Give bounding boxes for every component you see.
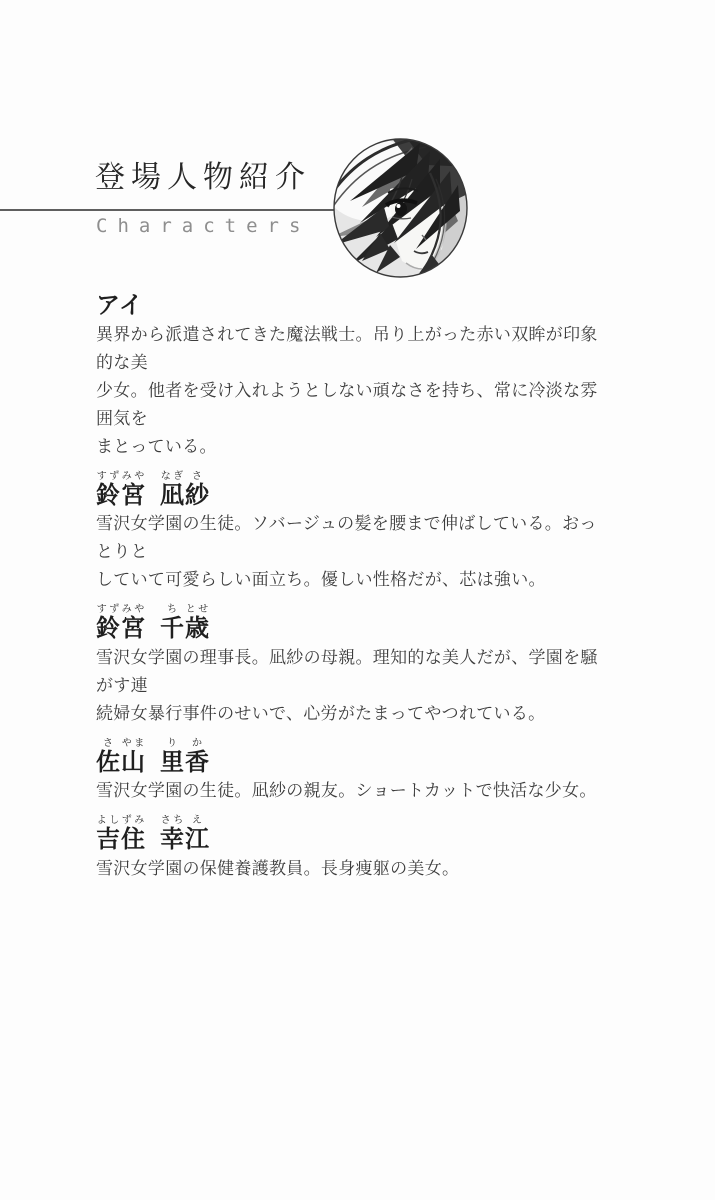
character-name bbox=[96, 738, 612, 776]
character-entry bbox=[96, 471, 612, 595]
character-list bbox=[96, 291, 612, 893]
character-entry bbox=[96, 604, 612, 728]
page-title: 登場人物紹介 bbox=[95, 160, 311, 195]
character-name-ruby: 住ずみ bbox=[121, 815, 146, 854]
character-name bbox=[96, 471, 612, 509]
character-description: 雪沢女学園の保健養護教員。長身痩躯の美女。 bbox=[96, 858, 460, 879]
character-description: 異界から派遣されてきた魔法戦士。吊り上がった赤い双眸が印象的な美 少女。他者を受け入れようとしない頑なさを持ち、常に冷淡な雰囲気を まとっている。 bbox=[96, 324, 598, 457]
character-name-ruby: 吉よし bbox=[96, 815, 121, 854]
character-description: 雪沢女学園の生徒。ソバージュの髪を腰まで伸ばしている。おっとりと していて可愛らしい面立ち。優しい性格だが、芯は強い。 bbox=[96, 514, 597, 591]
character-entry bbox=[96, 815, 612, 883]
page-subtitle: Characters bbox=[96, 215, 311, 237]
character-description: 雪沢女学園の理事長。凪紗の母親。理知的な美人だが、学園を騒がす連 続婦女暴行事件のせいで、心労がたまってやつれている。 bbox=[96, 647, 598, 724]
character-portrait-illustration bbox=[332, 137, 469, 279]
character-name-ruby: 里り bbox=[160, 737, 185, 776]
character-name-ruby: 幸さち bbox=[160, 815, 185, 854]
character-entry bbox=[96, 738, 612, 806]
header-divider-line bbox=[0, 209, 334, 211]
character-name-ruby: 鈴すず bbox=[96, 470, 121, 509]
character-name-ruby: 千ち bbox=[160, 604, 185, 643]
character-name-ruby: 凪なぎ bbox=[160, 470, 185, 509]
character-name bbox=[96, 604, 612, 642]
character-name bbox=[96, 815, 612, 853]
character-name-ruby: 山やま bbox=[121, 737, 146, 776]
character-entry bbox=[96, 291, 612, 461]
character-name-ruby: 香か bbox=[185, 737, 210, 776]
character-name-ruby: 佐さ bbox=[96, 737, 121, 776]
character-name-ruby: 歳とせ bbox=[185, 604, 210, 643]
character-portrait bbox=[332, 137, 469, 279]
character-name-ruby: 紗さ bbox=[185, 470, 210, 509]
character-name-ruby: 宮みや bbox=[121, 604, 146, 643]
character-name-ruby: 鈴すず bbox=[96, 604, 121, 643]
character-name-ruby: 宮みや bbox=[121, 470, 146, 509]
character-name-ruby: 江え bbox=[185, 815, 210, 854]
character-description: 雪沢女学園の生徒。凪紗の親友。ショートカットで快活な少女。 bbox=[96, 781, 597, 802]
character-name-text: アイ bbox=[96, 290, 144, 319]
character-name bbox=[96, 291, 612, 319]
